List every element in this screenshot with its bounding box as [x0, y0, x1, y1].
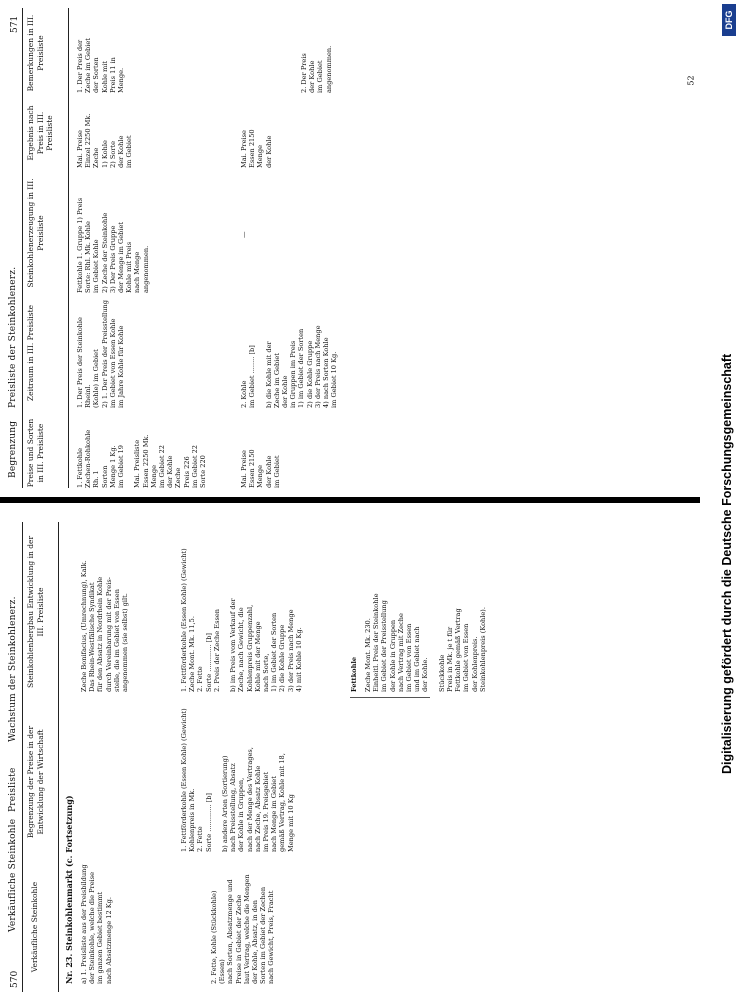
right-col-5-header: Bemerkungen in III. Preisliste: [26, 14, 45, 92]
bracket-rule: [350, 697, 430, 698]
left-row-2-col-2: 1. Fettförderkohle (Essen Kohle) (Gewicht) Kohlenpreis in Mk. 2. Fette Sorte ............. [b] b) andere Arten (Sortierung) nach Preisstellung, Absatz der Kohle in Gruppen, nach der Menge des Vertrages, nach Zeche, Absatz Kohle im Preis 19. Preisgebiet nach Menge im Gebiet gemäß Vertrag, Kohle mit 18, Menge mit 10 Kg: [180, 708, 295, 852]
left-title-mid: Preisliste: [8, 767, 18, 812]
right-row-1-col-1: 1. Fettkohle Zechen-Rohkohle Rh. 1 Sorten Menge 1 Kg. im Gebiet 19 Mai. Preisliste Essen 2250 Mk. Menge im Gebiet 22 der Kohle Zeche Preis 226 im Gebiet 22 Sorte 220: [76, 429, 208, 488]
left-row-1-col-1: a) 1. Preisliste aus der Preisbildung der Steinkohle, welche die Preise im ganzen Gebiet bestimmt nach Absatzmenge 12 Kg.: [80, 864, 113, 984]
section-title: Nr. 23. Steinkohlenmarkt (c. Fortsetzung): [64, 795, 74, 984]
right-row-1-col-5: 1. Der Preis der Zeche im Gebiet der Sorten Kohle mit Preis 11 in Menge.: [76, 38, 126, 93]
right-row-2-col-2: 2. Kohle im Gebiet ........ [b] b) die Kohle mit der Zeche im Gebiet der Kohle in Gruppen im Preis 1) im Gebiet der Sorten 2) die Kohle Gruppe 3) der Preis nach Menge 4) nach Sorten Kohle im Gebiet 10 Kg.: [240, 325, 339, 408]
right-row-2-col-5: 2. Der Preis der Kohle im Gebiet angenommen.: [300, 45, 333, 93]
right-row-1-col-3: Fettkohle 1. Gruppe 1) Preis Sorte: Rhl. Mk. Kohle im Gebiet Kohle 2) Zeche der Steinkohle 3) Der Preis Gruppe der Menge im Gebiet Kohle mit Preis nach Menge angenommen.: [76, 197, 150, 293]
left-col-3-header: Steinkohlenbergbau Entwicklung in der III. Preisliste: [26, 535, 45, 689]
left-row-2-col-3: 1. Fettförderkohle (Essen Kohle) (Gewicht) Zeche Mont. Mk. 11,5. 2. Fette Sorte ............. [b] 2. Preis der Zeche Essen b) im Preis vom Verkauf der Zeche, nach Gewicht, die Kohlenpreis Gruppenzahl, Kohle mit der Menge nach Sorte, 1) im Gebiet der Sorten 2) die Kohle Gruppe 3) der Preis nach Menge 4) mit Kohle 10 Kg.: [180, 548, 303, 692]
right-header-rule: [22, 8, 23, 488]
right-row-2-col-3: —: [240, 231, 248, 238]
right-row-2-col-4: Mai. Preise Essen 2150 Menge der Kohle: [240, 129, 273, 168]
right-row-1-col-2: 1. Der Preis der Steinkohle Rheinl. (Kohle) im Gebiet 2) 1. Der Preis der Preisstellung im Gebiet von Essen Kohle im Jahre Kohle für Kohle: [76, 300, 126, 408]
left-col-1-header: Verkäufliche Steinkohle: [30, 881, 39, 973]
margin-number: 52: [686, 75, 696, 86]
right-column-header-rule: [68, 8, 69, 488]
header-rule: [22, 522, 23, 992]
right-col-1-header: Preise und Sorten in III. Preisliste: [26, 418, 45, 488]
page-divider: [0, 497, 700, 503]
dfg-logo-text: DFG: [724, 10, 734, 30]
right-col-3-header: Steinkohlenerzeugung in III. Preisliste: [26, 178, 45, 288]
right-row-1-col-4: Mai. Preise Einzel 2250 Mk. Zeche 1) Kohle 2) Sorte der Kohle im Gebiet: [76, 113, 134, 168]
right-col-4-header: Ergebnis nach Preis in III. Preisliste: [26, 105, 54, 161]
left-row-3-col-3: Zeche Mont. Mk. 230. Einheitl. Preis der Steinkohle im Gebiet der Preisstellung der Kohle in Gruppen nach Vertrag mit Zeche im Gebiet von Essen und im Gebiet nach der Kohle. Stückkohle Preis in Mk. je t für Fettkohle gemäß Vertrag im Gebiet von Essen der Kohlenpreis. Steinkohlenpreis (Kohle).: [364, 593, 487, 692]
right-title-right: Preisliste der Steinkohlenerz.: [8, 266, 18, 408]
column-header-rule: [58, 522, 59, 992]
left-row-2-col-1: 2. Fette, Kohle (Stückkohle) (Essen) nach Sorten, Absatzmenge und Preise in Gebiet der Zeche laut Vertrag, welche die Mengen der Kohle, Absatz, in den Sorten im Gebiet der Zechen nach Gewicht, Preis, Fracht: [210, 874, 276, 984]
left-page: [0, 512, 700, 992]
left-row-1-col-3: Zeche Bonifacius, (Umrechnung), Kalk. Das Rhein-Westfälische Syndikat für den Absatz in Nordrhein Kohle durch Vereinbarung mit der Preis- stelle, die im Gebiet von Essen angenommen (sie selbst) gilt.: [80, 560, 130, 692]
right-page: [0, 8, 700, 488]
left-col-2-header: Begrenzung der Preise in der Entwicklung der Wirtschaft: [26, 725, 45, 839]
right-page-number: 571: [10, 15, 20, 33]
dfg-banner: [716, 0, 739, 1000]
left-title-right: Wachstum der Steinkohlenerz.: [8, 596, 18, 742]
dfg-logo: [722, 4, 736, 36]
right-title-left: Begrenzung: [8, 420, 18, 478]
dfg-banner-text: Digitalisierung gefördert durch die Deutsche Forschungsgemeinschaft: [720, 353, 734, 774]
left-page-number: 570: [10, 970, 20, 988]
right-row-2-col-1: Mai. Preise Essen 2150 Menge der Kohle im Gebiet: [240, 449, 281, 488]
right-col-2-header: Zeitraum in III. Preisliste: [26, 304, 35, 402]
left-title-left: Verkäufliche Steinkohle: [8, 818, 18, 932]
left-mid-note: Fettkohle: [350, 656, 358, 692]
